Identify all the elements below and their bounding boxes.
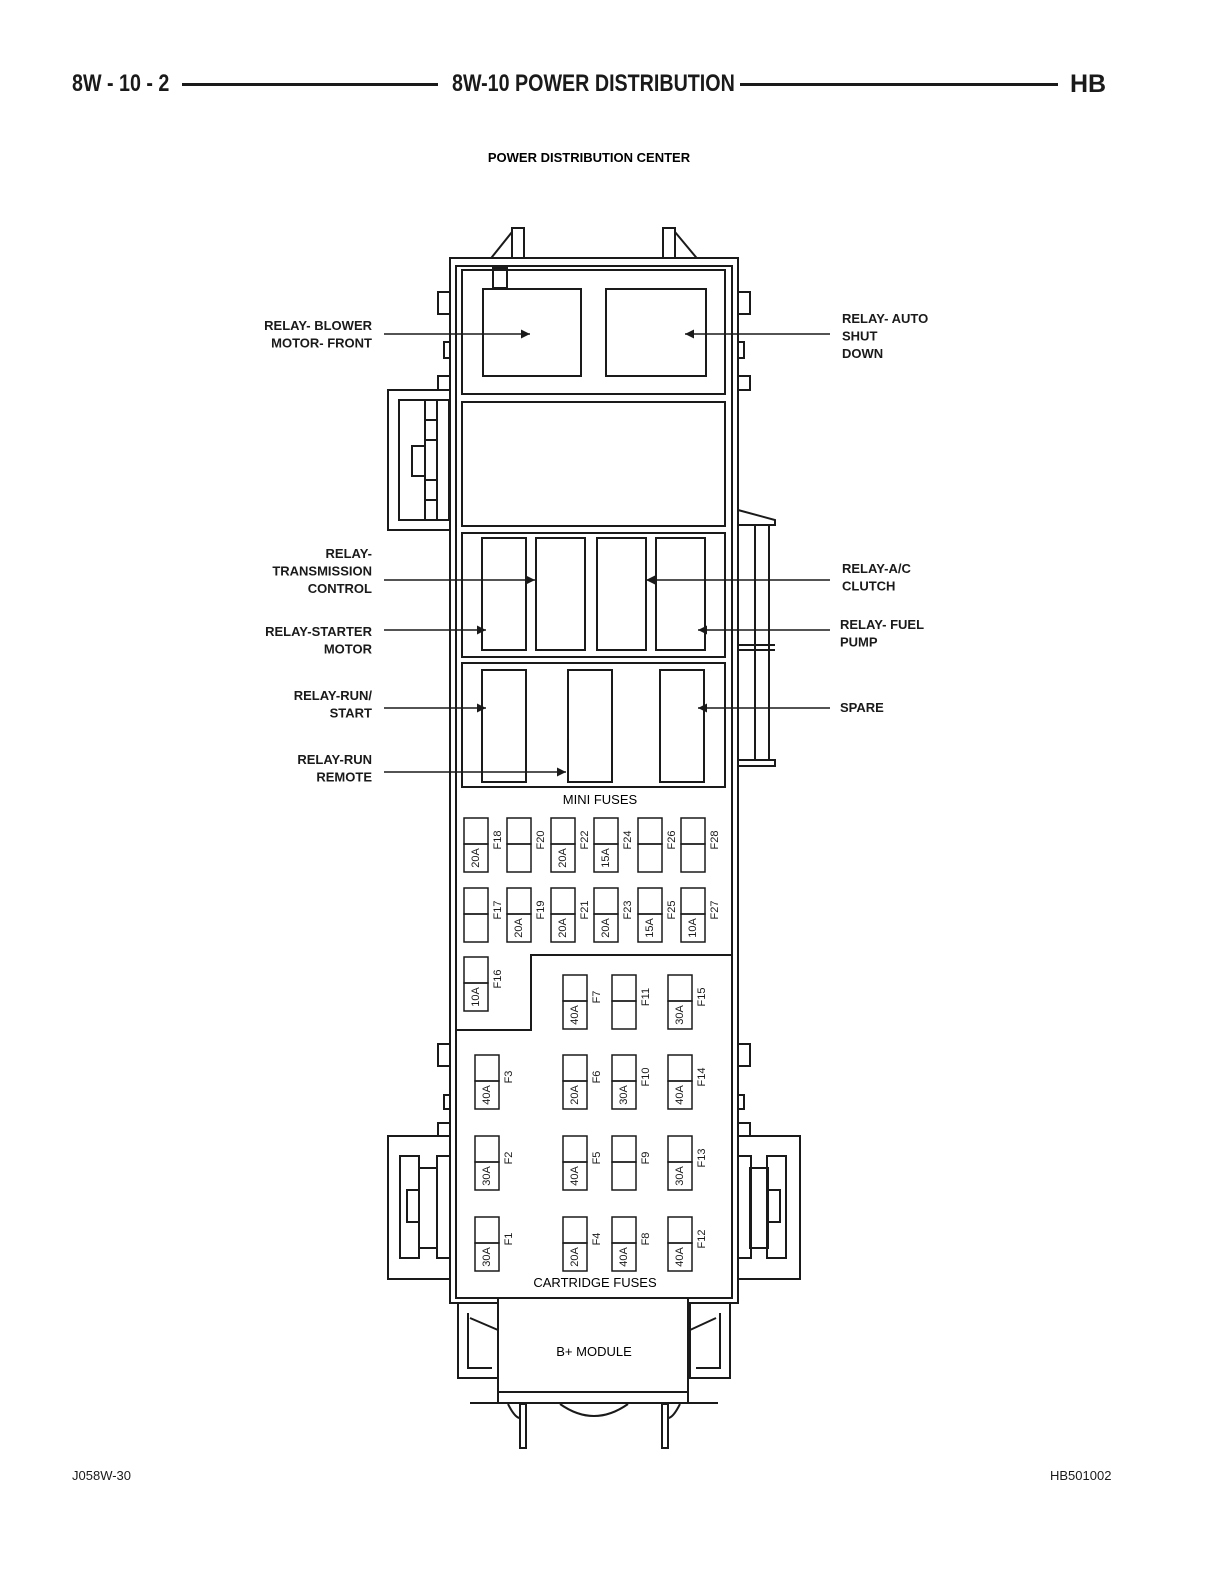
mini-fuse-id: F20 — [534, 830, 547, 850]
cartridge-fuse-rating: 30A — [617, 1085, 630, 1105]
callout-relay-asd-line: DOWN — [842, 346, 884, 361]
cartridge-fuse-id: F2 — [502, 1151, 515, 1165]
callout-relay-blower-line: RELAY- BLOWER — [264, 318, 372, 333]
mini-fuse-rating: 20A — [556, 848, 569, 868]
mini-fuse-rating: 10A — [469, 987, 482, 1007]
footer-left-code: J058W-30 — [72, 1468, 132, 1483]
cartridge-fuse-rating: 30A — [480, 1247, 493, 1267]
mini-fuse-rating: 15A — [643, 918, 656, 938]
cartridge-fuse-rating: 40A — [480, 1085, 493, 1105]
cartridge-fuse-rating: 20A — [568, 1247, 581, 1267]
mini-fuse-id: F17 — [491, 900, 504, 920]
cartridge-fuse-rating: 30A — [673, 1166, 686, 1186]
mini-fuse-id: F16 — [491, 969, 504, 989]
callout-relay-asd-line: RELAY- AUTO — [842, 311, 929, 326]
mini-fuse-rating: 10A — [686, 918, 699, 938]
cartridge-fuse-rating: 40A — [568, 1005, 581, 1025]
cartridge-fuses-label: CARTRIDGE FUSES — [533, 1275, 657, 1290]
cartridge-fuse-rating: 40A — [568, 1166, 581, 1186]
section-title: 8W-10 POWER DISTRIBUTION — [452, 70, 735, 97]
callout-relay-runremote-line: RELAY-RUN — [297, 752, 372, 767]
mini-fuse-id: F23 — [621, 900, 634, 920]
callout-relay-runstart-line: START — [329, 705, 372, 721]
callout-relay-fuel-line: PUMP — [840, 634, 878, 650]
callout-relay-starter-line: RELAY-STARTER — [265, 624, 372, 639]
mini-fuse-id: F22 — [578, 830, 591, 850]
mini-fuses-label: MINI FUSES — [562, 792, 638, 807]
cartridge-fuse-id: F5 — [590, 1151, 603, 1165]
footer-right-code: HB501002 — [1050, 1468, 1112, 1483]
mini-fuse-id: F25 — [665, 900, 678, 920]
cartridge-fuse-id: F1 — [502, 1232, 515, 1246]
cartridge-fuse-id: F11 — [639, 987, 652, 1007]
diagram-title: POWER DISTRIBUTION CENTER — [487, 150, 691, 165]
mini-fuse-rating: 20A — [512, 918, 525, 938]
callout-relay-asd-line: SHUT — [842, 328, 878, 344]
callout-relay-fuel-line: RELAY- FUEL — [840, 617, 925, 632]
cartridge-fuse-id: F14 — [695, 1067, 708, 1087]
callout-relay-runremote-line: REMOTE — [316, 769, 372, 785]
callout-relay-ac-line: CLUTCH — [842, 578, 896, 594]
model-code: HB — [1070, 70, 1107, 98]
mini-fuse-id: F19 — [534, 900, 547, 920]
mini-fuse-id: F21 — [578, 900, 591, 920]
cartridge-fuse-rating: 40A — [617, 1247, 630, 1267]
cartridge-fuse-id: F8 — [639, 1232, 652, 1246]
cartridge-fuse-id: F3 — [502, 1070, 515, 1084]
callout-spare-line: SPARE — [840, 700, 884, 715]
cartridge-fuse-rating: 40A — [673, 1085, 686, 1105]
cartridge-fuse-rating: 40A — [673, 1247, 686, 1267]
cartridge-fuse-rating: 30A — [673, 1005, 686, 1025]
cartridge-fuse-id: F15 — [695, 987, 708, 1007]
callout-relay-trans-line: CONTROL — [307, 581, 372, 596]
cartridge-fuse-id: F12 — [695, 1229, 708, 1249]
mini-fuse-rating: 20A — [599, 918, 612, 938]
cartridge-fuse-id: F13 — [695, 1148, 708, 1168]
mini-fuse-id: F24 — [621, 830, 634, 850]
callout-relay-ac-line: RELAY-A/C — [842, 561, 911, 576]
callout-relay-trans-line: TRANSMISSION — [272, 563, 372, 579]
callout-relay-trans-line: RELAY- — [325, 546, 372, 561]
b-module-label: B+ MODULE — [556, 1344, 632, 1359]
cartridge-fuse-rating: 20A — [568, 1085, 581, 1105]
callout-relay-blower-line: MOTOR- FRONT — [271, 335, 372, 351]
mini-fuse-id: F27 — [708, 900, 721, 920]
mini-fuse-id: F18 — [491, 830, 504, 850]
cartridge-fuse-rating: 30A — [480, 1166, 493, 1186]
section-code: 8W - 10 - 2 — [72, 70, 170, 97]
mini-fuse-rating: 15A — [599, 848, 612, 868]
cartridge-fuse-id: F9 — [639, 1151, 652, 1165]
mini-fuse-id: F26 — [665, 830, 678, 850]
cartridge-fuse-id: F10 — [639, 1067, 652, 1087]
mini-fuse-id: F28 — [708, 830, 721, 850]
cartridge-fuse-id: F6 — [590, 1070, 603, 1084]
cartridge-fuse-id: F4 — [590, 1232, 603, 1246]
callout-relay-runstart-line: RELAY-RUN/ — [293, 688, 372, 703]
callout-relay-starter-line: MOTOR — [323, 641, 372, 657]
mini-fuse-rating: 20A — [556, 918, 569, 938]
cartridge-fuse-id: F7 — [590, 990, 603, 1004]
mini-fuse-rating: 20A — [469, 848, 482, 868]
